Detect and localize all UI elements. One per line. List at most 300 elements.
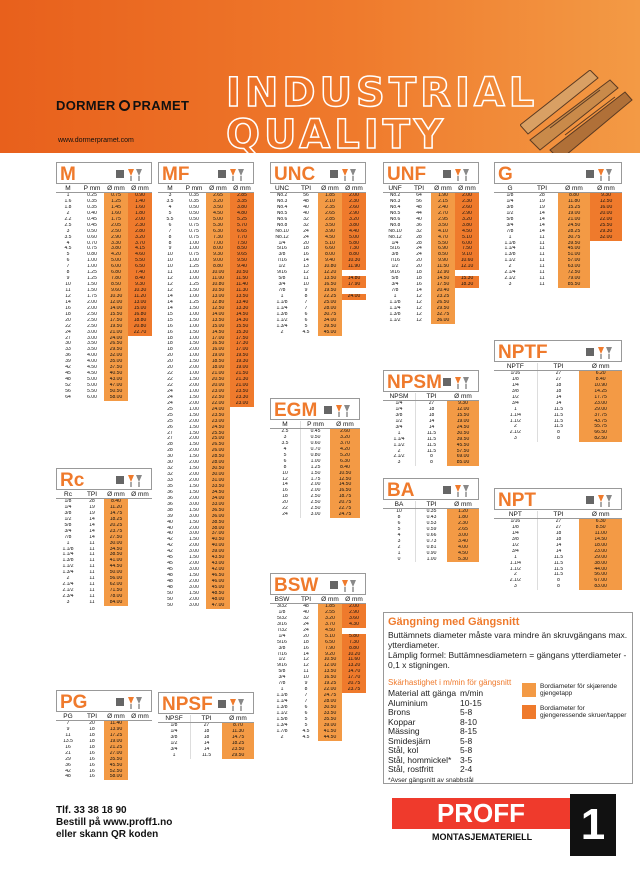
column-header: Ø mm <box>336 420 354 428</box>
table-cell: 3 <box>513 584 517 590</box>
table-cell: 2.5 <box>64 222 72 228</box>
table-cell: 40 <box>167 531 173 537</box>
table-cell: 1/8 <box>64 499 72 504</box>
table-cell: 11 <box>539 234 545 240</box>
table-cell: 18 <box>537 389 580 395</box>
table-cell: No.4 <box>389 204 401 210</box>
table-cell: 23.00 <box>579 549 622 555</box>
table-nptf <box>494 340 622 442</box>
color-legend <box>522 683 628 727</box>
table-cell: 14 <box>537 543 580 549</box>
table-cell: 48 <box>303 198 309 204</box>
table-cell: 37.00 <box>206 531 230 537</box>
table-cell: 6 <box>304 311 308 317</box>
column-headers <box>494 184 622 193</box>
table-cell: 1.00 <box>189 276 199 282</box>
table-cell: 2.00 <box>189 365 199 371</box>
table-cell: 1/16 <box>510 371 521 376</box>
table-cell: 56 <box>303 193 309 198</box>
table-cell: 29.50 <box>222 753 254 759</box>
table-cell: 1.45 <box>104 205 128 211</box>
table-cell: 40 <box>303 204 309 210</box>
table-cell: 38.50 <box>104 552 128 558</box>
table-cell: 38.50 <box>206 520 230 526</box>
table-cell: 8.40 <box>330 465 360 471</box>
table-cell: 16 <box>416 282 422 288</box>
table-cell: 0.45 <box>87 222 97 228</box>
table-cell: 3.40 <box>447 539 479 545</box>
table-cell: 7/8 <box>506 228 514 234</box>
table-cell: 9.50 <box>230 258 254 264</box>
column-header: G <box>507 184 513 192</box>
table-cell: 18 <box>537 383 580 389</box>
table-cell: 8 <box>537 436 580 442</box>
table-header <box>56 162 152 184</box>
table-cell: 1.50 <box>189 519 199 525</box>
table-cell: 40 <box>303 609 309 615</box>
table-cell: 5 <box>283 452 287 458</box>
table-cell: 1.60 <box>104 211 128 217</box>
table-cell: 4.50 <box>455 229 479 235</box>
table-cell: 23.30 <box>230 395 254 401</box>
table-cell: 3.30 <box>104 241 128 247</box>
table-cell: 21.30 <box>230 377 254 383</box>
table-cell: No.8 <box>276 222 288 228</box>
table-cell: 18.30 <box>455 282 479 288</box>
table-cell: 36 <box>167 501 173 507</box>
table-cell: 1.50 <box>189 537 199 543</box>
table-cell: No.5 <box>389 210 401 216</box>
table-cell: 9 <box>168 246 172 252</box>
table-cell: 4.5 <box>64 246 72 252</box>
table-unf <box>383 162 479 324</box>
table-cell: 5.00 <box>342 235 366 241</box>
table-cell: 8.00 <box>206 246 230 252</box>
table-cell: 14.25 <box>579 389 622 395</box>
table-cell: 3.00 <box>189 549 199 555</box>
column-header: TPI <box>536 184 548 192</box>
column-header: Ø mm <box>454 392 472 400</box>
table-cell: 24 <box>282 512 288 518</box>
table-cell: 23.50 <box>206 413 230 419</box>
table-cell: 44.00 <box>579 567 622 573</box>
table-cell: 2.00 <box>342 604 366 610</box>
table-cell: 2.30 <box>342 199 366 205</box>
column-header: Ø mm <box>107 490 125 498</box>
table-cell: 1.50 <box>189 454 199 460</box>
table-cell: 4.00 <box>447 545 479 551</box>
table-cell: 24.75 <box>318 693 342 699</box>
table-cell: 10 <box>167 252 173 258</box>
table-cell: 12 <box>65 293 71 299</box>
table-cell: 24 <box>65 329 71 335</box>
table-cell: 2.00 <box>189 436 199 442</box>
table-cell <box>230 603 254 609</box>
table-cell: 4.50 <box>206 211 230 217</box>
table-cell: 1.1/8 <box>504 240 516 246</box>
table-cell: 2.00 <box>87 305 97 311</box>
table-cell: 11.5 <box>537 561 580 567</box>
table-cell: 9.00 <box>206 258 230 264</box>
table-cell: 3.50 <box>206 205 230 211</box>
table-cell <box>128 600 152 606</box>
table-cell: 11 <box>89 570 95 576</box>
table-cell: 6.50 <box>128 264 152 270</box>
order-link[interactable]: Bestill på www.proff1.no <box>56 817 173 828</box>
table-cell: 10.50 <box>230 270 254 276</box>
table-cell: 1.00 <box>189 311 199 317</box>
table-cell: 52 <box>65 383 71 388</box>
table-cell: 14.50 <box>230 312 254 318</box>
table-cell: 9.30 <box>447 401 479 407</box>
table-cell: 0.50 <box>189 204 199 210</box>
table-cell: 1.3/8 <box>276 704 288 710</box>
table-cell: 10 <box>303 282 309 288</box>
table-cell: 3/4 <box>170 746 178 752</box>
table-cell: 8.80 <box>206 264 230 270</box>
table-cell: 2.65 <box>318 211 342 217</box>
table-cell: 58.00 <box>104 395 128 401</box>
table-cell: 1.50 <box>189 341 199 347</box>
table-cell: 25 <box>167 406 173 412</box>
table-header <box>494 488 622 510</box>
table-cell: 40.50 <box>104 371 128 377</box>
table-cell: 8 <box>66 270 70 276</box>
table-cell: 1.1/2 <box>509 418 521 424</box>
table-cell: 14 <box>303 651 309 657</box>
table-cell: 3.00 <box>87 335 97 341</box>
table-cell: 29.00 <box>579 407 622 413</box>
table-cell: 16.50 <box>318 675 342 681</box>
table-cell: 13.00 <box>206 294 230 300</box>
table-cell: 79.00 <box>558 276 590 282</box>
table-cell: 30 <box>167 454 173 460</box>
legend-swatch-dark <box>522 705 536 719</box>
tap-icon <box>114 472 148 488</box>
table-cell: 14.00 <box>104 306 128 312</box>
table-cell: 16 <box>89 768 95 774</box>
table-cell: 44 <box>416 210 422 216</box>
column-header: TPI <box>190 715 222 722</box>
column-header: Ø mm <box>107 712 125 720</box>
table-cell: 3.20 <box>342 217 366 223</box>
column-header: PG <box>63 712 73 720</box>
table-cell: 5/8 <box>64 522 72 528</box>
table-cell: 8 <box>537 578 580 584</box>
table-cell: 14 <box>416 288 422 293</box>
table-cell: 11 <box>89 546 95 552</box>
table-cell: 10.60 <box>455 258 479 264</box>
table-cell: 11.00 <box>579 531 622 537</box>
table-cell: 20.75 <box>342 681 366 687</box>
logo-ring-icon <box>119 100 130 111</box>
table-cell: 5.10 <box>318 241 342 247</box>
table-cell: 0.40 <box>87 210 97 216</box>
table-cell: 24.00 <box>206 407 230 413</box>
table-cell: 25 <box>167 412 173 418</box>
table-cell: 2.3/4 <box>62 594 74 599</box>
table-cell: 2.15 <box>431 199 455 205</box>
table-cell: 5 <box>304 716 308 722</box>
table-cell: 27 <box>537 371 580 377</box>
table-cell: 2.50 <box>87 317 97 323</box>
table-cell: 25.50 <box>206 431 230 437</box>
table-cell: 22.00 <box>206 401 230 407</box>
table-cell: 38.00 <box>579 561 622 567</box>
table-cell: 1/4 <box>511 382 519 388</box>
table-cell: 45.00 <box>318 330 342 336</box>
table-cell: 8 <box>168 234 172 240</box>
table-cell: 3.20 <box>330 435 360 441</box>
table-cell: 28 <box>416 240 422 246</box>
table-cell: 1.60 <box>128 205 152 211</box>
table-cell: 23.75 <box>342 687 366 693</box>
table-cell: 11.50 <box>230 276 254 282</box>
table-cell: 6 <box>66 258 70 264</box>
table-cell: 3/8 <box>395 412 403 418</box>
table-cell: 13.40 <box>230 300 254 306</box>
table-title: NPTF <box>498 342 548 363</box>
table-cell: 12.90 <box>431 270 455 276</box>
table-cell: 8.50 <box>579 525 622 531</box>
table-cell: 24 <box>303 234 309 240</box>
table-cell: 14.75 <box>222 735 254 741</box>
table-cell: 11 <box>303 276 309 282</box>
table-cell: 45 <box>167 567 173 573</box>
table-cell: 30.00 <box>104 541 128 547</box>
table-cell: 18 <box>89 744 95 750</box>
table-cell: 10.00 <box>206 270 230 276</box>
table-cell: 9.60 <box>104 288 128 294</box>
table-cell: 30.75 <box>558 235 590 241</box>
phone[interactable]: Tlf. 33 38 18 90 <box>56 805 127 816</box>
column-header: TPI <box>300 595 312 603</box>
table-header <box>270 162 366 184</box>
tap-icon <box>114 694 148 710</box>
table-ba <box>383 478 479 562</box>
table-cell: 3/8 <box>278 252 286 258</box>
table-cell: 50.50 <box>104 389 128 395</box>
table-cell: 42 <box>167 543 173 549</box>
table-cell: 35 <box>167 483 173 489</box>
column-header: Ø mm <box>345 595 363 603</box>
table-cell: 8.80 <box>342 252 366 258</box>
website-url[interactable]: www.dormerpramet.com <box>58 137 134 144</box>
table-cell: 18 <box>89 738 95 744</box>
tap-icon <box>322 402 356 418</box>
table-cell: 0.75 <box>189 252 199 258</box>
table-cell: 10 <box>167 264 173 270</box>
table-cell: 0.75 <box>189 222 199 228</box>
column-header: BSW <box>274 595 290 603</box>
table-cell: 3.00 <box>189 531 199 537</box>
table-cell: 8 <box>304 687 308 693</box>
table-row <box>383 557 479 563</box>
table-cell: 1.50 <box>189 442 199 448</box>
table-cell: 1.20 <box>447 509 479 515</box>
table-cell: 1.1/4 <box>504 246 516 252</box>
table-title: UNC <box>274 164 316 185</box>
table-cell: 39.00 <box>318 723 342 729</box>
table-cell: 20.40 <box>431 288 455 294</box>
table-cell: 10.80 <box>318 264 342 270</box>
table-cell: 36.50 <box>206 508 230 514</box>
table-cell: 3 <box>397 538 401 544</box>
table-cell: 19 <box>539 204 545 210</box>
table-cell: 0.75 <box>189 228 199 234</box>
table-cell: 6 <box>304 704 308 710</box>
table-cell: 14.50 <box>431 276 455 282</box>
table-cell: 1.85 <box>318 193 342 199</box>
speed-heading: Skärhastighet i m/min för gängsnitt <box>388 678 512 687</box>
table-cell: 36.00 <box>206 514 230 520</box>
table-cell: 33 <box>65 347 71 353</box>
tap-icon <box>441 374 475 390</box>
table-cell: 1.25 <box>87 270 97 276</box>
table-cell: 19.00 <box>230 365 254 371</box>
table-cell: 5.20 <box>330 453 360 459</box>
table-cell: 0.60 <box>87 234 97 240</box>
table-cell: 46.00 <box>206 579 230 585</box>
table-cell <box>590 282 622 288</box>
table-cell: No.8 <box>389 222 401 228</box>
table-cell: 35.50 <box>104 757 128 763</box>
table-cell: 3.5 <box>281 440 289 446</box>
table-cell: 12 <box>303 663 309 669</box>
column-headers <box>494 510 622 519</box>
table-cell: 0.90 <box>415 551 447 557</box>
table-cell: 23.00 <box>579 401 622 407</box>
table-cell: 1/2 <box>278 264 286 270</box>
table-cell: 1.50 <box>189 555 199 561</box>
table-cell: 18 <box>89 732 95 738</box>
table-cell: 1.00 <box>189 371 199 377</box>
table-cell: 4 <box>168 204 172 210</box>
table-cell: 2.60 <box>455 205 479 211</box>
speed: 8-10 <box>460 716 478 727</box>
table-cell: 63.00 <box>558 264 590 270</box>
table-cell: 8 <box>397 514 401 520</box>
column-header: Ø mm <box>597 184 615 192</box>
material: Stål, hommickel* <box>388 754 452 765</box>
table-cell: 2.1/2 <box>509 430 521 436</box>
table-cell: 24.00 <box>342 294 366 300</box>
table-cell: 4.40 <box>342 229 366 235</box>
table-cell: 11.5 <box>537 407 580 413</box>
table-cell: 3/4 <box>391 282 399 288</box>
table-title: NPSM <box>387 372 442 393</box>
table-cell: 1 <box>397 430 401 436</box>
table-cell: 8.80 <box>342 646 366 652</box>
table-cell: 9 <box>304 681 308 687</box>
table-cell: 84.00 <box>104 600 128 606</box>
gangsnitt-title: Gängning med Gängsnitt <box>388 616 520 628</box>
table-cell: 1.1/2 <box>509 566 521 572</box>
table-cell: 2.90 <box>342 610 366 616</box>
table-cell: 2.1/2 <box>504 276 516 282</box>
table-cell: 1.25 <box>189 299 199 305</box>
table-cell: 18 <box>416 276 422 282</box>
table-cell: 5/8 <box>391 276 399 282</box>
table-cell: 2.00 <box>300 482 330 488</box>
table-cell: 3/8 <box>506 204 514 210</box>
table-cell: 3/8 <box>391 252 399 258</box>
table-cell: 13.90 <box>104 727 128 733</box>
speed: 5-8 <box>460 735 473 746</box>
table-cell: No.2 <box>276 193 288 198</box>
column-header: P mm <box>185 184 203 192</box>
table-cell: 1/4 <box>64 504 72 510</box>
table-cell: 1/2 <box>511 394 519 400</box>
table-cell: 10.30 <box>128 288 152 294</box>
table-cell: 0 <box>397 556 401 562</box>
table-cell: 34.00 <box>318 318 342 324</box>
table-cell: 11 <box>89 540 95 546</box>
table-cell: 20.80 <box>128 324 152 330</box>
table-cell: 1.50 <box>189 377 199 383</box>
table-cell: 2.85 <box>318 217 342 223</box>
table-cell: 17.00 <box>206 336 230 342</box>
table-cell: 19.00 <box>206 353 230 359</box>
table-cell: 56.00 <box>104 576 128 582</box>
table-cell: 24 <box>167 400 173 406</box>
table-cell: 14 <box>167 305 173 311</box>
table-cell: 28.00 <box>206 460 230 466</box>
table-cell: 1 <box>513 554 517 560</box>
table-cell: 48 <box>65 774 71 780</box>
table-cell: 12 <box>303 270 309 276</box>
table-cell: 8.80 <box>558 193 590 199</box>
table-cell: 46.50 <box>206 573 230 579</box>
table-cell: 5.30 <box>447 557 479 563</box>
table-header <box>383 370 479 392</box>
qr-text: eller skann QR koden <box>56 829 159 840</box>
footnote: *Avser gängsnitt av snabbstål <box>388 776 474 784</box>
table-cell: 27 <box>190 723 222 729</box>
table-cell: 3.80 <box>455 223 479 229</box>
table-cell: 16 <box>282 488 288 494</box>
table-cell: 33.50 <box>206 484 230 490</box>
table-cell: 14 <box>190 741 222 747</box>
table-cell: 1.50 <box>189 394 199 400</box>
table-cell: 1.00 <box>189 335 199 341</box>
table-cell: 10 <box>303 675 309 681</box>
table-cell: 3/4 <box>278 675 286 681</box>
table-cell: 19 <box>89 504 95 510</box>
table-title: PG <box>60 692 88 713</box>
table-cell: 26.00 <box>206 448 230 454</box>
column-header: Ø mm <box>434 184 452 192</box>
table-cell: 1.8 <box>64 204 72 210</box>
column-header: UNF <box>388 184 402 192</box>
table-cell: 48 <box>167 573 173 578</box>
table-cell: 10 <box>282 470 288 476</box>
table-cell: 26 <box>167 424 173 430</box>
table-cell: 11.5 <box>537 572 580 578</box>
table-cell: No.6 <box>389 216 401 222</box>
column-header: Ø mm <box>233 184 251 192</box>
table-cell: 20 <box>167 365 173 371</box>
table-cell: 10.80 <box>206 282 230 288</box>
table-cell: 2.40 <box>431 205 455 211</box>
column-headers <box>270 420 360 429</box>
table-cell: 12.10 <box>455 264 479 270</box>
table-header <box>494 340 622 362</box>
column-headers <box>56 490 152 499</box>
table-cell: 1.00 <box>189 258 199 264</box>
table-cell: 1.50 <box>189 329 199 335</box>
table-cell: 9.40 <box>230 264 254 270</box>
